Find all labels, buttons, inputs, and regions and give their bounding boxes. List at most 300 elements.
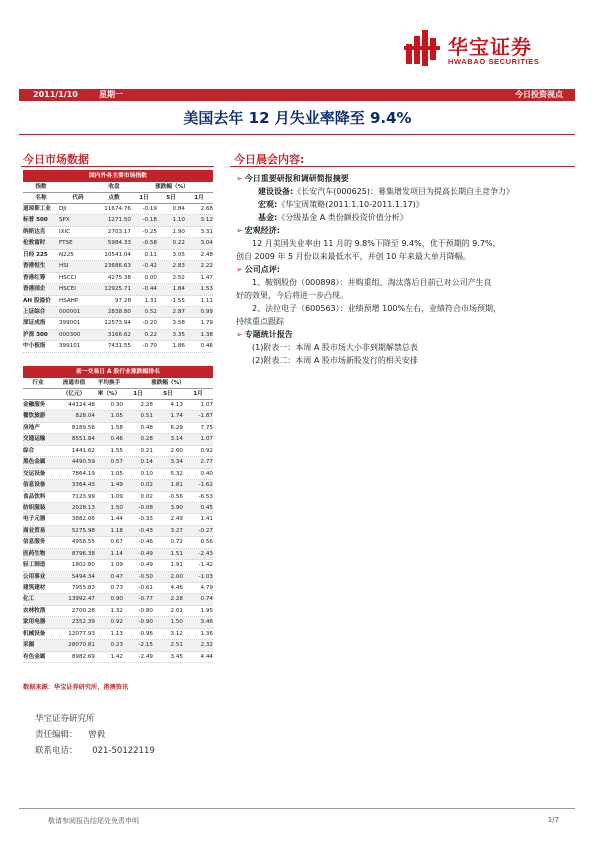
table-cell: 44124.48 [68,402,95,408]
table-row [23,606,213,617]
table-cell: -0.49 [138,562,153,569]
brand-name-cn: 华宝证券 [448,35,532,59]
table-row [23,480,213,491]
table-row [23,457,213,468]
table-cell: HSCCI [59,274,77,281]
table-cell: 0.46 [110,436,123,443]
table-cell: 1.81 [170,482,183,489]
editor-line [35,728,105,740]
table-cell: 1.79 [200,320,213,327]
table-cell: 0.23 [110,642,123,649]
industry-table [23,366,213,663]
industry-table-band: 前一交易日 A 股行业涨跌幅排名 [23,366,213,378]
table-cell: 3.31 [200,228,213,235]
table-row [23,514,213,525]
table-cell: 5984.33 [107,240,131,247]
table-cell: DJI [59,206,67,212]
col-subheader: 1日 [139,195,149,201]
index-table-body [23,204,213,353]
table-cell: 建筑建材 [23,585,46,591]
index-table-header [23,182,213,193]
table-cell: 1.11 [200,297,213,304]
col-subheader: 1月 [194,195,204,201]
table-cell: 信息服务 [23,539,46,546]
page-number: 1/7 [547,816,559,824]
table-cell: 房地产 [23,424,40,431]
table-cell: 餐饮旅游 [23,413,46,420]
table-cell: -0.77 [138,596,153,603]
table-cell: -0.08 [138,504,153,511]
header-bar [19,89,575,101]
table-cell: 8982.69 [71,653,95,660]
col-subheader: 名称 [35,195,47,201]
table-cell: 12925.71 [104,286,131,293]
table-cell: 0.56 [200,539,213,546]
table-cell: -0.18 [142,217,157,224]
table-cell: 1.07 [200,436,213,443]
table-cell: 8796.38 [71,550,95,557]
research-item: 宏观:《华宝周策略(2011.1.10-2011.1.17)》 [258,200,424,209]
table-cell: 家用电器 [23,619,46,626]
table-cell: 1.91 [170,562,183,569]
table-cell: 0.48 [140,424,153,431]
table-row [23,629,213,640]
table-cell: 机械设备 [23,630,46,637]
col-header: 流通市值 [62,380,86,386]
table-cell: 2.68 [200,206,213,212]
table-cell: 0.22 [172,240,185,247]
table-cell: 1.42 [110,653,123,660]
industry-table-subheader [23,389,213,400]
table-cell: -0.58 [142,240,157,247]
table-row [23,307,213,318]
table-cell: 1.10 [172,217,185,224]
market-data-heading: 今日市场数据 [23,153,89,166]
table-cell: HSAHP [59,297,79,304]
table-cell: 0.02 [140,493,153,500]
table-cell: 0.22 [144,331,157,338]
research-summary-section [236,172,576,367]
table-cell: 香港国企 [23,286,46,293]
table-cell: 化工 [23,596,35,603]
table-cell: -2.43 [198,550,213,557]
title-divider [19,134,575,135]
table-cell: -1.03 [198,573,213,580]
table-cell: 纺织服装 [23,504,46,511]
morning-meeting-heading: 今日晨会内容: [234,153,305,166]
col-subheader: 点数 [108,195,120,201]
company-comment: 1、鞍钢股份（000898）：并购重组、淘汰落后目前已对公司产生良 [252,278,492,287]
table-cell: 1.36 [200,630,213,637]
research-item: 建设设备:《长安汽车(000625)：募集增发项目为提高长期自主竞争力》 [258,187,514,196]
table-cell: 1.50 [110,504,123,511]
col-subheader: 5日 [163,391,173,397]
table-cell: 1.09 [110,562,123,569]
col-header: 涨跌幅（%） [151,380,185,386]
bullet-arrow-icon: ➢ [236,265,243,274]
section-company-title: ➢ 公司点评: [236,265,280,274]
table-cell: -0.61 [138,585,153,591]
table-cell: 11674.76 [104,206,131,212]
col-subheader [23,389,53,399]
table-row [23,261,213,272]
col-subheader: 1日 [133,391,143,397]
table-cell: 1.32 [110,607,123,614]
table-cell: -0.96 [138,630,153,637]
table-cell: -0.44 [142,286,157,293]
table-cell: 0.40 [200,470,213,477]
table-cell: 3882.06 [71,516,95,523]
section-macro-title: ➢ 宏观经济: [236,226,280,235]
table-cell: 深证成指 [23,320,46,327]
table-cell: 金融服务 [23,402,46,408]
table-cell: 医药生物 [23,550,46,557]
table-cell: 2.28 [170,596,183,603]
table-cell: 采掘 [23,642,35,649]
table-row [23,318,213,329]
report-item: (1)附表一：本周 A 股市场大小非到期解禁总表 [252,343,418,352]
table-cell: 1.18 [110,527,123,534]
table-cell: 0.28 [140,436,153,443]
table-cell: 1.55 [110,447,123,454]
table-cell: 2028.13 [71,504,95,511]
col-header: 平均换手 [97,380,121,386]
report-weekday: 星期一 [99,90,123,99]
table-cell: -2.49 [138,653,153,660]
table-cell: -0.20 [142,320,157,327]
table-cell: 信息设备 [23,482,46,489]
market-data-divider [21,166,214,167]
table-cell: 3.04 [200,240,213,247]
table-cell: -0.19 [142,206,157,212]
table-cell: 000300 [59,331,81,338]
table-cell: 交运设备 [23,470,46,477]
table-cell: 1.38 [200,331,213,338]
table-row [23,446,213,457]
table-cell: 3.58 [172,320,185,327]
table-cell: FTSE [59,240,73,247]
table-cell: -1.42 [198,562,213,569]
table-row [23,284,213,295]
brand-name-en: HWABAO SECURITIES [448,57,540,66]
col-header: 行业 [32,380,44,386]
table-row [23,583,213,594]
table-cell: 8551.84 [71,436,95,443]
table-cell: 伦敦富时 [23,240,46,247]
table-cell: 0.30 [110,402,123,408]
table-cell: -1.55 [170,297,185,304]
table-cell: 4490.59 [71,459,95,466]
table-cell: 3.14 [170,436,183,443]
institute-name: 华宝证券研究所 [35,714,95,724]
table-cell: 1.13 [110,630,123,637]
index-table [23,170,213,353]
table-cell: 1441.62 [71,447,95,454]
table-cell: 纳斯达克 [23,228,46,235]
table-cell: -6.53 [198,493,213,500]
table-cell: -2.15 [138,642,153,649]
table-cell: 5494.34 [71,573,95,580]
table-cell: 2700.28 [71,607,95,614]
table-row [23,273,213,284]
bullet-arrow-icon: ➢ [236,174,243,183]
table-cell: 399001 [59,320,81,327]
table-cell: -1.87 [198,413,213,420]
table-cell: 1.84 [172,286,185,293]
table-cell: 0.45 [200,504,213,511]
table-cell: 0.84 [172,206,185,212]
table-row [23,560,213,571]
table-cell: 28070.81 [68,642,95,649]
table-cell: 1.05 [110,413,123,420]
table-cell: 1.07 [200,402,213,408]
table-cell: 1.50 [170,619,183,626]
table-cell: 13992.47 [68,596,95,603]
table-cell: -0.80 [138,607,153,614]
table-cell: 5.32 [170,470,183,477]
table-cell: HSCEI [59,286,76,293]
table-cell: 1.09 [110,493,123,500]
table-cell: 3.12 [170,630,183,637]
table-row [23,537,213,548]
table-cell: -0.49 [138,550,153,557]
report-item: (2)附表二：本周 A 股市场新股发行的相关安排 [252,356,418,365]
table-cell: -0.42 [142,263,157,270]
section-report-title: ➢ 专题统计报告 [236,330,293,339]
table-row [23,526,213,537]
col-header: 收盘 [108,184,120,190]
table-cell: 2.28 [140,402,153,408]
table-row [23,594,213,605]
table-cell: 2.60 [170,447,183,454]
col-header [59,182,97,192]
table-cell: 399101 [59,343,81,350]
table-cell: 1.51 [170,550,183,557]
report-date: 2011/1/10 [33,90,78,99]
table-cell: 3.34 [170,459,183,466]
table-cell: 0.46 [200,343,213,350]
editor-name: 曾毅 [88,730,106,740]
table-cell: 1.05 [110,470,123,477]
report-category: 今日投资视点 [515,90,563,99]
table-cell: 综合 [23,447,35,454]
table-cell: 4275.38 [107,274,131,281]
table-cell: 2.48 [200,251,213,258]
table-cell: 7864.19 [71,470,95,477]
index-table-band: 国内外各主要市场指数 [23,170,213,182]
table-cell: 7955.83 [71,585,95,591]
table-cell: 3.90 [170,504,183,511]
table-cell: 交通运输 [23,436,46,443]
table-cell: 道琼斯工业 [23,206,51,212]
editor-label: 责任编辑： [35,730,78,740]
col-subheader: 5日 [166,195,176,201]
hwabao-logo-icon [404,30,444,66]
table-cell: 10541.04 [104,251,131,258]
table-cell: 2.01 [170,607,183,614]
table-cell: -0.90 [138,619,153,626]
col-header: 指数 [35,184,47,190]
table-row [23,434,213,445]
table-cell: 中小板指 [23,343,46,350]
table-row [23,330,213,341]
table-cell: 0.14 [140,459,153,466]
table-cell: 3.27 [170,527,183,534]
table-cell: 商业贸易 [23,527,46,534]
table-row [23,215,213,226]
table-cell: 1.44 [110,516,123,523]
col-header: 涨跌幅（%） [155,184,189,190]
bullet-arrow-icon: ➢ [236,330,243,339]
table-cell: -0.56 [168,493,183,500]
table-cell: 828.04 [75,413,95,420]
table-cell: 1802.80 [71,562,95,569]
col-subheader: 代码 [72,195,84,201]
table-cell: 2.32 [200,642,213,649]
table-cell: 1.90 [172,228,185,235]
table-cell: -0.27 [198,527,213,534]
table-row [23,617,213,628]
morning-meeting-divider [230,166,575,167]
table-cell: 1.41 [200,516,213,523]
table-cell: 4.13 [170,402,183,408]
table-cell: 2.49 [170,516,183,523]
table-cell: 3166.62 [107,331,131,338]
table-row [23,469,213,480]
table-cell: 标普 500 [23,217,48,224]
table-cell: 1.31 [144,297,157,304]
table-cell: 有色金属 [23,653,46,660]
table-cell: 3.45 [170,653,183,660]
table-cell: 4.79 [200,585,213,591]
table-cell: 0.11 [144,251,157,258]
table-row [23,238,213,249]
table-cell: 1.53 [200,286,213,293]
table-row [23,400,213,411]
data-source-note: 数据来源：华宝证券研究所，港澳资讯 [23,684,129,691]
industry-table-body [23,400,213,663]
table-row [23,652,213,663]
table-row [23,227,213,238]
table-cell: 0.72 [170,539,183,546]
table-cell: 2.22 [200,263,213,270]
table-row [23,640,213,651]
table-row [23,341,213,352]
phone-label: 联系电话： [35,746,78,756]
table-cell: 4958.55 [71,539,95,546]
col-subheader: 率（%） [97,391,121,397]
table-cell: 7123.99 [71,493,95,500]
table-cell: 3.12 [200,217,213,224]
table-cell: 2.83 [172,263,185,270]
table-cell: -0.25 [142,228,157,235]
table-row [23,503,213,514]
table-cell: 12573.94 [104,320,131,327]
table-cell: 0.74 [200,596,213,603]
table-cell: 1.58 [110,424,123,431]
company-comment: 2、法拉电子（600563）：业绩预增 100%左右，业绩符合市场预期， [252,304,502,313]
table-cell: 3364.43 [71,482,95,489]
table-cell: 0.57 [110,459,123,466]
table-row [23,549,213,560]
table-cell: 2.00 [170,573,183,580]
bullet-arrow-icon: ➢ [236,226,243,235]
table-cell: 8189.56 [71,424,95,431]
table-cell: 4.46 [170,585,183,591]
table-cell: 1.86 [172,343,185,350]
table-cell: AH 股溢价 [23,297,51,304]
company-comment: 好的效果，今后将进一步凸现。 [236,291,348,300]
table-row [23,423,213,434]
table-cell: -1.62 [198,482,213,489]
table-cell: 电子元器 [23,516,46,523]
table-cell: 0.51 [140,413,153,420]
col-subheader: 1月 [193,391,203,397]
table-cell: 2703.17 [107,228,131,235]
phone-line [35,744,155,756]
table-cell: 1271.50 [107,217,131,224]
table-cell: 0.73 [110,585,123,591]
macro-text: 创自 2009 年 5 月份以来最低水平，并创 10 年来最大单月降幅。 [236,252,471,261]
table-cell: 轻工制造 [23,562,46,569]
col-subheader: （亿元） [62,391,86,397]
phone-number: 021-50122119 [92,746,155,756]
company-comment: 持续重点跟踪 [236,317,284,326]
table-cell: 23686.63 [104,263,131,270]
footer-divider [19,808,575,809]
table-cell: -0.50 [138,573,153,580]
table-cell: 食品饮料 [23,493,46,500]
table-cell: 2.52 [172,274,185,281]
industry-table-header [23,378,213,389]
table-cell: 0.92 [200,447,213,454]
table-row [23,411,213,422]
table-cell: 1.14 [110,550,123,557]
table-cell: 2838.80 [107,308,131,315]
table-cell: 6.29 [170,424,183,431]
table-cell: 0.92 [110,619,123,626]
table-cell: IXIC [59,228,71,235]
section-research-title: ➢ 今日重要研报和调研简报摘要 [236,174,349,183]
table-cell: -0.70 [142,343,157,350]
table-cell: 2.51 [170,642,183,649]
table-cell: 7431.55 [107,343,131,350]
table-cell: 7.75 [200,424,213,431]
table-cell: 0.90 [110,596,123,603]
table-cell: 0.02 [140,482,153,489]
page-title: 美国去年 12 月失业率降至 9.4% [183,109,412,127]
table-cell: 0.67 [110,539,123,546]
table-cell: 0.21 [140,447,153,454]
index-table-subheader [23,193,213,204]
table-cell: 3.35 [172,331,185,338]
table-cell: HSI [59,263,69,270]
table-cell: 1.95 [200,607,213,614]
table-cell: 沪深 300 [23,331,48,338]
table-cell: 12077.93 [68,630,95,637]
table-cell: 000001 [59,308,81,315]
brand-logo [404,28,574,72]
table-cell: 农林牧渔 [23,607,46,614]
table-cell: 0.52 [144,308,157,315]
research-item: 基金:《分级基金 A 类份额投资价值分析》 [258,213,408,222]
table-cell: 香港恒生 [23,263,46,270]
table-row [23,296,213,307]
table-cell: 2352.39 [71,619,95,626]
table-row [23,250,213,261]
table-row [23,204,213,215]
table-row [23,492,213,503]
